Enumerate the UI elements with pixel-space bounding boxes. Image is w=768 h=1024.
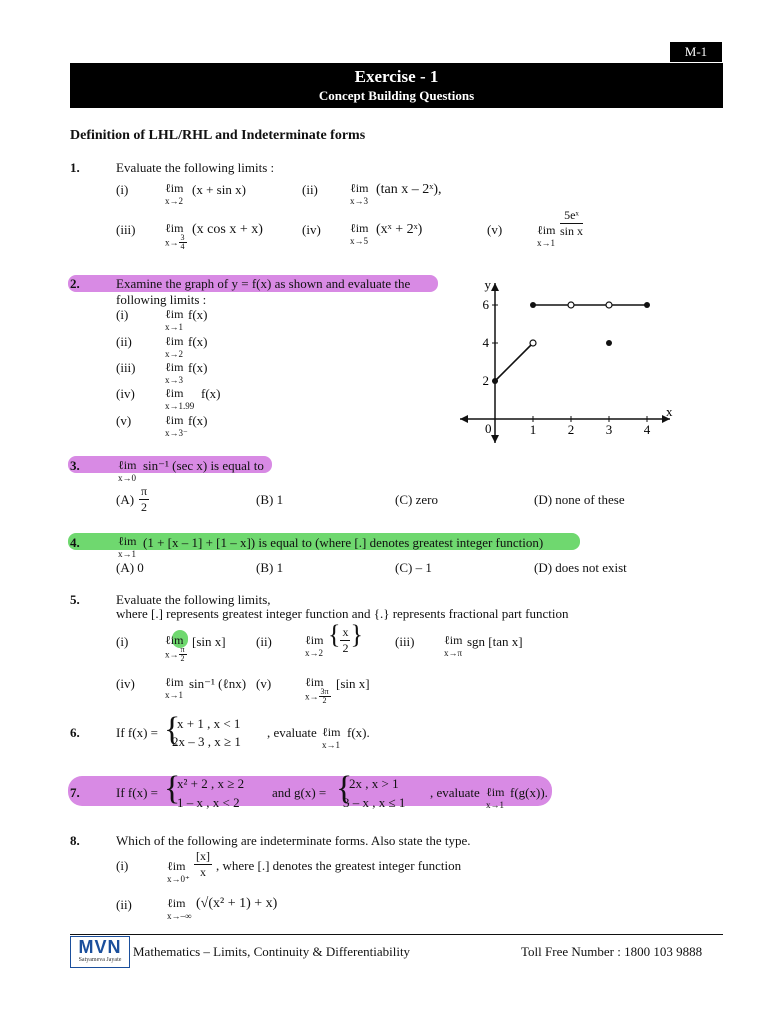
lim-word: ℓim <box>305 675 324 689</box>
footer-subject: Mathematics – Limits, Continuity & Differentiability <box>133 944 411 959</box>
q7-tail: , evaluate <box>430 785 480 800</box>
q6-brace: { <box>164 711 181 748</box>
q2-item-expr: f(x) <box>188 307 208 322</box>
q2-item-label: (i) <box>116 307 129 322</box>
footer-toll-free: Toll Free Number : 1800 103 9888 <box>521 944 703 959</box>
q5-v-frac: $\frac{3\pi}{2}$ <box>320 687 329 705</box>
filled-point <box>644 302 650 308</box>
q1-v-frac: $\frac{\text{5eˣ}}{\text{sin x}}$ <box>560 208 584 238</box>
q2-item-expr: f(x) <box>201 386 221 401</box>
page-badge: M-1 <box>670 42 722 62</box>
q1-iv-sub: x→5 <box>350 236 368 246</box>
q2-item-label: (v) <box>116 413 132 428</box>
q8-number: 8. <box>70 833 80 848</box>
q1-i-label: (i) <box>116 182 129 197</box>
q7-mid: and g(x) = <box>272 785 327 800</box>
logo-tagline: Satyameva Jayate <box>78 957 122 963</box>
q1-ii-lim <box>350 182 368 207</box>
q3-option-b: (B) 1 <box>256 492 284 507</box>
q5-line1: Evaluate the following limits, <box>116 592 271 607</box>
q5-number: 5. <box>70 592 80 607</box>
mvn-logo <box>70 936 130 968</box>
q2-text-line1: Examine the graph of y = f(x) as shown and evaluate the <box>116 276 411 291</box>
q5-ii-expr: { $\frac{x}{2}$ } <box>328 620 363 655</box>
q5-i-label: (i) <box>116 634 129 649</box>
x-tick-label: 2 <box>567 422 575 437</box>
q4-lim <box>118 535 136 560</box>
q7-g-case1: 2x , x > 1 <box>349 776 399 791</box>
lim-word: ℓim <box>165 386 184 400</box>
q7-number: 7. <box>70 785 80 800</box>
q2-item-lim <box>165 308 183 333</box>
q3-text: sin⁻¹ (sec x) is equal to <box>143 458 264 473</box>
q5-i-lim: ℓim x→ $\frac{\pi}{2}$ <box>165 633 185 663</box>
q8-i-lim: ℓim x→0⁺ <box>167 859 190 884</box>
q2-item-lim <box>165 387 194 412</box>
q1-number: 1. <box>70 160 80 175</box>
q5-iv-expr: sin⁻¹ (ℓnx) <box>189 676 247 691</box>
q1-iii-label: (iii) <box>116 222 136 237</box>
q4-option-d: (D) does not exist <box>534 560 627 575</box>
q1-i-expr: (x + sin x) <box>192 182 246 197</box>
q1-ii-sub: x→3 <box>350 196 368 206</box>
q7-f-case1: x² + 2 , x ≥ 2 <box>177 776 245 791</box>
q7-expr: f(g(x)). <box>510 785 548 800</box>
q2-item-expr: f(x) <box>188 360 208 375</box>
q2-item-sub: x→2 <box>165 349 183 359</box>
q1-iv-label: (iv) <box>302 222 321 237</box>
q2-item-lim <box>165 361 183 386</box>
q6-number: 6. <box>70 725 80 740</box>
q3-option-a-frac: $\frac{\pi}{2}$ <box>141 484 148 514</box>
lim-word: ℓim <box>118 534 137 548</box>
section-heading: Definition of LHL/RHL and Indeterminate forms <box>70 128 366 143</box>
q5-v-lim: ℓim x→ $\frac{3\pi}{2}$ <box>305 675 329 705</box>
lim-word: ℓim <box>486 785 505 799</box>
open-point <box>606 302 612 308</box>
q1-text: Evaluate the following limits : <box>116 160 275 175</box>
q7-g-brace: { <box>336 770 353 807</box>
q5-iv-lim: ℓim x→1 <box>165 675 184 700</box>
q6-expr: f(x). <box>347 725 370 740</box>
q4-option-a: (A) 0 <box>116 560 144 575</box>
q3-option-c: (C) zero <box>395 492 438 507</box>
q2-item-sub: x→3⁻ <box>165 428 188 438</box>
q3-lim <box>118 459 136 484</box>
q2-text-line2: following limits : <box>116 292 207 307</box>
lim-word: ℓim <box>165 221 184 235</box>
q7-lead: If f(x) = <box>116 785 158 800</box>
x-axis-arrow-left <box>460 415 468 423</box>
q1-iv-lim <box>350 222 368 247</box>
q2-item-label: (ii) <box>116 334 132 349</box>
lim-word: ℓim <box>165 633 184 647</box>
q8-text: Which of the following are indeterminate forms. Also state the type. <box>116 833 471 848</box>
q2-graph <box>455 275 685 450</box>
q2-item-lim <box>165 414 188 439</box>
q5-v-label: (v) <box>256 676 272 691</box>
q5-ii-lim: ℓim x→2 <box>305 633 324 658</box>
q6-case1: x + 1 , x < 1 <box>177 716 241 731</box>
q8-ii-expr: (√(x² + 1) + x) <box>196 896 278 911</box>
q1-iv-expr: (xˣ + 2ˣ) <box>376 222 423 237</box>
q7-f-brace: { <box>164 770 181 807</box>
q2-item-expr: f(x) <box>188 413 208 428</box>
lim-word: ℓim <box>167 859 186 873</box>
q5-i-expr: [sin x] <box>192 634 226 649</box>
y-axis-arrow-down <box>491 435 499 443</box>
q1-iii-frac: $\frac{3}{4}$ <box>180 233 185 251</box>
lim-word: ℓim <box>165 181 184 195</box>
lim-word: ℓim <box>165 413 184 427</box>
q2-item-label: (iv) <box>116 386 135 401</box>
q5-iii-expr: sgn [tan x] <box>467 634 523 649</box>
logo-text: MVN <box>78 937 122 957</box>
q8-ii-label: (ii) <box>116 897 132 912</box>
y-tick-label: 6 <box>482 297 489 312</box>
q5-v-expr: [sin x] <box>336 676 370 691</box>
q4-number: 4. <box>70 535 80 550</box>
exercise-subtitle: Concept Building Questions <box>318 88 475 103</box>
q2-number: 2. <box>70 276 80 291</box>
q5-iii-lim: ℓim x→π <box>444 633 463 658</box>
q4-option-c: (C) – 1 <box>395 560 432 575</box>
q1-v-sub: x→1 <box>537 238 555 248</box>
filled-point <box>530 302 536 308</box>
q4-sub: x→1 <box>118 549 136 559</box>
lim-word: ℓim <box>165 334 184 348</box>
q2-item-sub: x→3 <box>165 375 183 385</box>
q2-item-label: (iii) <box>116 360 136 375</box>
q7-lim: ℓim x→1 <box>486 785 505 810</box>
exercise-title: Exercise - 1 <box>354 67 439 86</box>
q1-iii-sub: x→ <box>165 237 179 248</box>
lim-word: ℓim <box>165 360 184 374</box>
lim-word: ℓim <box>350 181 369 195</box>
footer-divider <box>70 934 723 935</box>
y-tick-label: 4 <box>482 335 489 350</box>
q1-iii-expr: (x cos x + x) <box>192 222 263 237</box>
lim-word: ℓim <box>167 896 186 910</box>
q5-line2: where [.] represents greatest integer function and {.} represents fractional part function <box>116 606 569 621</box>
q7-g-case2: 3 – x , x ≤ 1 <box>343 795 406 810</box>
q3-sub: x→0 <box>118 473 136 483</box>
lim-word: ℓim <box>350 221 369 235</box>
q5-iv-label: (iv) <box>116 676 135 691</box>
q3-number: 3. <box>70 458 80 473</box>
open-point <box>568 302 574 308</box>
q7-f-case2: 1 – x , x < 2 <box>177 795 240 810</box>
q5-ii-label: (ii) <box>256 634 272 649</box>
q8-i-frac: $\frac{[x]}{x}$ <box>196 849 210 879</box>
y-axis-label: y <box>484 277 491 292</box>
lim-word: ℓim <box>165 675 184 689</box>
lim-word: ℓim <box>444 633 463 647</box>
lim-word: ℓim <box>165 307 184 321</box>
q1-v-lim <box>537 224 555 249</box>
origin-label: 0 <box>485 421 492 436</box>
q6-lim: ℓim x→1 <box>322 725 341 750</box>
x-tick-label: 1 <box>529 422 537 437</box>
q1-i-lim <box>165 182 183 207</box>
q2-item-sub: x→1 <box>165 322 183 332</box>
x-tick-label: 3 <box>605 422 613 437</box>
q8-ii-lim: ℓim x→–∞ <box>167 896 192 921</box>
y-axis-arrow-up <box>491 283 499 291</box>
q8-i-text: , where [.] denotes the greatest integer function <box>216 858 462 873</box>
q6-case2: 2x – 3 , x ≥ 1 <box>172 734 241 749</box>
q6-lead: If f(x) = <box>116 725 158 740</box>
lim-word: ℓim <box>322 725 341 739</box>
q2-item-sub: x→1.99 <box>165 401 195 411</box>
q1-iii-lim <box>165 222 187 251</box>
q5-iii-label: (iii) <box>395 634 415 649</box>
x-tick-label: 4 <box>643 422 651 437</box>
q4-text: (1 + [x – 1] + [1 – x]) is equal to (where [.] denotes greatest integer function) <box>143 535 544 550</box>
lim-word: ℓim <box>305 633 324 647</box>
y-tick-label: 2 <box>482 373 489 388</box>
lim-word: ℓim <box>118 458 137 472</box>
exercise-banner <box>70 63 723 108</box>
filled-point <box>606 340 612 346</box>
q2-item-expr: f(x) <box>188 334 208 349</box>
q3-option-a-label: (A) <box>116 492 135 507</box>
lim-word: ℓim <box>537 223 556 237</box>
q8-i-label: (i) <box>116 858 129 873</box>
x-axis-label: x <box>666 404 673 419</box>
q3-option-d: (D) none of these <box>534 492 625 507</box>
graph-segment <box>495 343 533 381</box>
q1-ii-expr: (tan x – 2ˣ), <box>376 182 442 197</box>
q1-i-sub: x→2 <box>165 196 183 206</box>
q1-ii-label: (ii) <box>302 182 318 197</box>
q4-option-b: (B) 1 <box>256 560 284 575</box>
open-point <box>530 340 536 346</box>
q1-v-label: (v) <box>487 222 503 237</box>
filled-point <box>492 378 498 384</box>
q5-i-frac: $\frac{\pi}{2}$ <box>180 645 185 663</box>
q6-tail: , evaluate <box>267 725 317 740</box>
q2-item-lim <box>165 335 183 360</box>
